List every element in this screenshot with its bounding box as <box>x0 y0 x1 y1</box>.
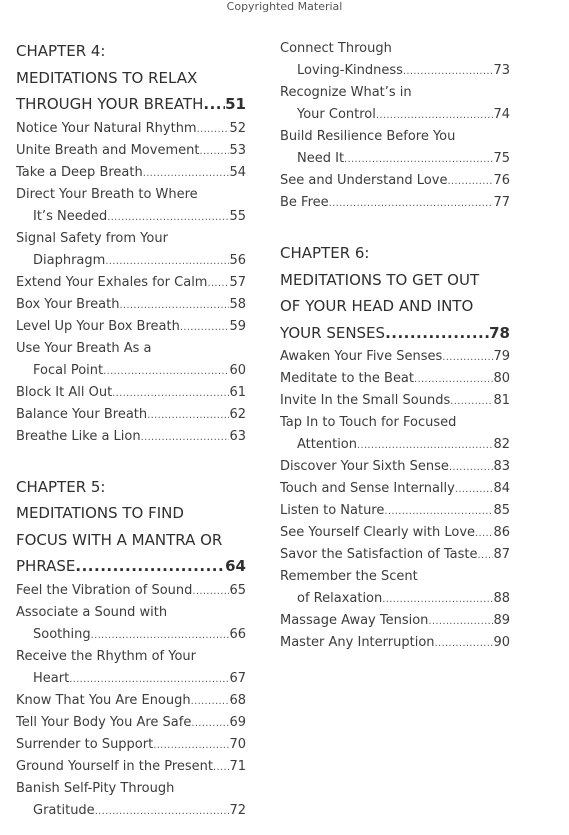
toc-entry-title: Gratitude <box>33 802 95 818</box>
toc-entry-title: It’s Needed <box>33 208 108 224</box>
toc-left-column <box>16 38 246 822</box>
toc-entry-row <box>280 192 510 214</box>
dot-leader <box>103 361 229 383</box>
toc-entry-page: 66 <box>229 626 246 642</box>
toc-entry[interactable] <box>16 294 246 316</box>
toc-entry-title: Balance Your Breath <box>16 406 148 422</box>
toc-entry-title: Block It All Out <box>16 384 113 400</box>
chapter-heading-title: PHRASE <box>16 557 76 575</box>
toc-entry-page: 52 <box>229 120 246 136</box>
toc-entry[interactable] <box>280 346 510 368</box>
toc-entry-page: 69 <box>229 714 246 730</box>
toc-entry-title: Surrender to Support <box>16 736 154 752</box>
toc-entry-page: 58 <box>229 296 246 312</box>
toc-entry-page: 83 <box>493 459 510 474</box>
dot-leader <box>191 691 230 713</box>
toc-entry-title: Banish Self-Pity Through <box>16 780 175 796</box>
toc-entry-row-wrap <box>280 566 510 588</box>
dot-leader <box>403 61 494 83</box>
toc-entry[interactable] <box>280 412 510 456</box>
toc-entry-title: Diaphragm <box>33 252 106 268</box>
toc-entry[interactable] <box>16 338 246 382</box>
chapter-heading-line: MEDITATIONS TO GET OUT <box>280 270 480 289</box>
toc-entry-page: 77 <box>493 195 510 210</box>
toc-entry-title: Focal Point <box>33 362 104 378</box>
toc-entry-title: Associate a Sound with <box>16 604 168 620</box>
toc-entry-title: Connect Through <box>280 41 392 56</box>
toc-entry[interactable] <box>280 522 510 544</box>
toc-entry-title: Massage Away Tension <box>280 613 429 628</box>
toc-entry-row <box>16 272 246 294</box>
toc-entry[interactable] <box>16 602 246 646</box>
toc-entry-page: 86 <box>493 525 510 540</box>
toc-entry-page: 74 <box>493 107 510 122</box>
toc-entry[interactable] <box>16 118 246 140</box>
dot-leader <box>344 149 493 171</box>
toc-entry-row <box>16 118 246 140</box>
dot-leader <box>119 295 229 317</box>
chapter-heading-line: MEDITATIONS TO FIND <box>16 504 184 522</box>
toc-entry[interactable] <box>280 390 510 412</box>
copyright-notice: Copyrighted Material <box>226 0 343 13</box>
toc-entry-row <box>280 632 510 654</box>
toc-entry-row <box>16 404 246 426</box>
toc-entry-row <box>280 104 510 126</box>
toc-entry-page: 80 <box>493 371 510 386</box>
toc-entry[interactable] <box>280 500 510 522</box>
dot-leader <box>180 317 230 339</box>
toc-entry[interactable] <box>16 272 246 294</box>
toc-entry-row <box>16 800 246 822</box>
toc-entry-page: 85 <box>493 503 510 518</box>
toc-entry[interactable] <box>16 778 246 822</box>
toc-entry-page: 63 <box>229 428 246 444</box>
toc-entry[interactable] <box>16 404 246 426</box>
toc-entry-page: 70 <box>229 736 246 752</box>
chapter-heading-line: CHAPTER 5: <box>16 477 106 496</box>
dot-leader <box>442 347 493 369</box>
dot-leader <box>455 479 494 501</box>
toc-entry-row-wrap <box>280 126 510 148</box>
toc-entry-page: 75 <box>493 151 510 166</box>
toc-entry[interactable] <box>16 140 246 162</box>
toc-entry-title: Extend Your Exhales for Calm <box>16 274 208 290</box>
toc-entry-title: Tell Your Body You Are Safe <box>16 714 192 730</box>
chapter-heading-line: CHAPTER 4: <box>16 42 106 60</box>
toc-entry[interactable] <box>16 316 246 338</box>
toc-entry-page: 53 <box>229 142 246 158</box>
dot-leader <box>435 633 494 655</box>
toc-entry-row-wrap <box>280 412 510 434</box>
toc-entry-title: Level Up Your Box Breath <box>16 318 180 334</box>
toc-entry-title: Signal Safety from Your <box>16 230 168 246</box>
toc-entry-title: Recognize What’s in <box>280 85 412 100</box>
toc-right-column <box>280 38 510 654</box>
dot-leader <box>376 105 494 127</box>
dot-leader <box>75 553 225 580</box>
toc-entry[interactable] <box>16 228 246 272</box>
toc-entry-title: See Yourself Clearly with Love <box>280 525 476 540</box>
toc-entry-page: 67 <box>229 670 246 686</box>
toc-entry[interactable] <box>16 184 246 228</box>
toc-entry-row <box>16 624 246 646</box>
toc-entry-title: Box Your Breath <box>16 296 120 312</box>
toc-entry-row <box>280 610 510 632</box>
dot-leader <box>191 713 229 735</box>
toc-entry-row <box>280 544 510 566</box>
dot-leader <box>213 757 229 779</box>
toc-entry-title: Touch and Sense Internally <box>280 481 455 496</box>
chapter-heading-title: YOUR SENSES <box>280 323 386 342</box>
toc-entry-row-wrap <box>16 778 246 800</box>
chapter-heading-line: MEDITATIONS TO RELAX <box>16 68 198 87</box>
dot-leader <box>147 405 229 427</box>
toc-entry[interactable] <box>280 632 510 654</box>
toc-entry-page: 90 <box>493 635 510 650</box>
toc-entry-title: Receive the Rhythm of Your <box>16 648 197 664</box>
toc-entry-title: Your Control <box>297 107 376 122</box>
toc-entry-row <box>280 522 510 544</box>
dot-leader <box>329 193 494 215</box>
toc-entry-row-wrap <box>16 228 246 250</box>
dot-leader <box>385 320 489 347</box>
toc-entry-title: Master Any Interruption <box>280 635 435 650</box>
toc-entry-row <box>280 500 510 522</box>
dot-leader <box>95 801 230 823</box>
dot-leader <box>447 171 493 193</box>
toc-entry-title: Savor the Satisfaction of Taste <box>280 547 478 562</box>
chapter-heading-line <box>16 91 246 118</box>
toc-entry-row-wrap <box>16 338 246 360</box>
toc-entry[interactable] <box>280 38 510 82</box>
dot-leader <box>203 91 225 118</box>
dot-leader <box>91 625 230 647</box>
toc-entry-row <box>16 734 246 756</box>
toc-entry-title: of Relaxation <box>297 591 383 606</box>
toc-entry-page: 60 <box>229 362 246 378</box>
toc-entry-title: Discover Your Sixth Sense <box>280 459 449 474</box>
toc-entry-page: 57 <box>229 274 246 290</box>
toc-entry-page: 84 <box>493 481 510 496</box>
toc-entry-row <box>16 426 246 448</box>
dot-leader <box>449 457 494 479</box>
toc-entry-list <box>280 38 510 214</box>
toc-entry[interactable] <box>16 580 246 602</box>
toc-entry-row <box>280 148 510 170</box>
toc-entry-row-wrap <box>280 82 510 104</box>
toc-entry-row <box>16 316 246 338</box>
dot-leader <box>107 207 229 229</box>
toc-entry-row <box>280 368 510 390</box>
section-gap <box>16 448 246 474</box>
toc-entry[interactable] <box>280 192 510 214</box>
chapter-heading[interactable] <box>280 240 510 346</box>
toc-entry-page: 68 <box>229 692 246 708</box>
toc-entry-row <box>280 60 510 82</box>
dot-leader <box>192 581 229 603</box>
toc-entry-page: 81 <box>493 393 510 408</box>
toc-entry-row <box>16 140 246 162</box>
toc-entry-list <box>280 346 510 654</box>
chapter-heading-line: FOCUS WITH A MANTRA OR <box>16 530 223 549</box>
toc-entry-page: 71 <box>229 758 246 774</box>
toc-entry[interactable] <box>280 368 510 390</box>
toc-entry[interactable] <box>280 456 510 478</box>
toc-entry-page: 65 <box>229 582 246 598</box>
toc-entry[interactable] <box>16 756 246 778</box>
toc-entry[interactable] <box>16 426 246 448</box>
dot-leader <box>382 589 493 611</box>
chapter-page-number: 64 <box>225 557 246 575</box>
toc-entry-row-wrap <box>16 646 246 668</box>
toc-entry-page: 82 <box>493 437 510 452</box>
toc-entry-title: Need It <box>297 151 345 166</box>
chapter-page-number: 78 <box>489 323 510 342</box>
toc-entry-title: Breathe Like a Lion <box>16 428 141 444</box>
toc-entry-page: 54 <box>229 164 246 180</box>
toc-entry-title: Tap In to Touch for Focused <box>280 415 457 430</box>
dot-leader <box>357 435 493 457</box>
dot-leader <box>105 251 229 273</box>
toc-entry-title: Attention <box>297 437 357 452</box>
toc-entry[interactable] <box>280 544 510 566</box>
toc-entry-title: Remember the Scent <box>280 569 418 584</box>
toc-entry-page: 76 <box>493 173 510 188</box>
toc-entry-page: 59 <box>229 318 246 334</box>
toc-entry-row <box>16 382 246 404</box>
dot-leader <box>414 369 493 391</box>
toc-entry-row <box>16 250 246 272</box>
toc-entry-title: Direct Your Breath to Where <box>16 186 198 202</box>
toc-entry-title: Awaken Your Five Senses <box>280 349 443 364</box>
toc-entry-row <box>16 360 246 382</box>
toc-entry[interactable] <box>16 646 246 690</box>
toc-entry-title: Invite In the Small Sounds <box>280 393 451 408</box>
toc-entry-title: Know That You Are Enough <box>16 692 191 708</box>
toc-entry[interactable] <box>16 734 246 756</box>
chapter-heading[interactable] <box>16 38 246 118</box>
toc-entry-page: 55 <box>229 208 246 224</box>
dot-leader <box>197 119 230 141</box>
dot-leader <box>478 545 494 567</box>
toc-entry[interactable] <box>16 382 246 404</box>
chapter-page-number: 51 <box>225 95 246 113</box>
toc-entry-row <box>16 690 246 712</box>
toc-entry-row <box>16 206 246 228</box>
dot-leader <box>384 501 493 523</box>
dot-leader <box>112 383 229 405</box>
toc-entry-title: Build Resilience Before You <box>280 129 456 144</box>
toc-entry-list <box>16 118 246 448</box>
toc-entry-title: Unite Breath and Movement <box>16 142 200 158</box>
toc-entry[interactable] <box>16 712 246 734</box>
toc-entry-row <box>280 434 510 456</box>
toc-entry-row-wrap <box>16 184 246 206</box>
toc-entry-title: Meditate to the Beat <box>280 371 414 386</box>
toc-entry-title: Use Your Breath As a <box>16 340 152 356</box>
chapter-heading-line <box>16 553 246 580</box>
dot-leader <box>475 523 493 545</box>
toc-entry[interactable] <box>280 170 510 192</box>
toc-entry-list <box>16 580 246 822</box>
dot-leader <box>69 669 229 691</box>
toc-entry-page: 56 <box>229 252 246 268</box>
toc-entry-page: 89 <box>493 613 510 628</box>
toc-entry[interactable] <box>16 690 246 712</box>
toc-entry-row-wrap <box>280 38 510 60</box>
toc-entry-page: 61 <box>229 384 246 400</box>
chapter-heading-line: CHAPTER 6: <box>280 244 370 262</box>
section-gap <box>280 214 510 240</box>
toc-entry-row <box>280 478 510 500</box>
chapter-heading-title: THROUGH YOUR BREATH <box>16 95 204 113</box>
toc-entry-title: Soothing <box>33 626 91 642</box>
dot-leader <box>141 427 230 449</box>
chapter-heading[interactable] <box>16 474 246 580</box>
toc-entry-page: 62 <box>229 406 246 422</box>
chapter-heading-line: OF YOUR HEAD AND INTO <box>280 297 474 315</box>
toc-entry-title: Feel the Vibration of Sound <box>16 582 193 598</box>
toc-entry[interactable] <box>280 126 510 170</box>
toc-entry-row <box>16 668 246 690</box>
toc-entry-title: Take a Deep Breath <box>16 164 143 180</box>
toc-entry-title: Notice Your Natural Rhythm <box>16 120 197 136</box>
toc-entry-title: Ground Yourself in the Present <box>16 758 214 774</box>
toc-entry-row <box>16 162 246 184</box>
toc-entry-title: Listen to Nature <box>280 503 385 518</box>
toc-entry-page: 87 <box>493 547 510 562</box>
dot-leader <box>428 611 493 633</box>
toc-entry-title: Be Free <box>280 195 329 210</box>
toc-entry-title: Heart <box>33 670 70 686</box>
toc-entry-row-wrap <box>16 602 246 624</box>
dot-leader <box>143 163 230 185</box>
toc-entry[interactable] <box>280 610 510 632</box>
toc-entry-page: 79 <box>493 349 510 364</box>
toc-entry[interactable] <box>280 82 510 126</box>
toc-entry-row <box>280 588 510 610</box>
chapter-heading-line <box>280 320 510 347</box>
toc-entry[interactable] <box>16 162 246 184</box>
toc-entry-page: 72 <box>229 802 246 818</box>
toc-entry-page: 88 <box>493 591 510 606</box>
toc-entry-row <box>16 756 246 778</box>
toc-entry-row <box>16 294 246 316</box>
toc-entry[interactable] <box>280 566 510 610</box>
toc-entry-row <box>280 346 510 368</box>
dot-leader <box>207 273 229 295</box>
dot-leader <box>199 141 229 163</box>
toc-entry[interactable] <box>280 478 510 500</box>
toc-entry-title: See and Understand Love <box>280 173 448 188</box>
toc-entry-row <box>16 580 246 602</box>
toc-entry-row <box>280 456 510 478</box>
toc-entry-page: 73 <box>493 63 510 78</box>
dot-leader <box>450 391 493 413</box>
toc-entry-title: Loving-Kindness <box>297 63 403 78</box>
toc-entry-row <box>280 170 510 192</box>
toc-entry-row <box>16 712 246 734</box>
dot-leader <box>153 735 229 757</box>
toc-entry-row <box>280 390 510 412</box>
